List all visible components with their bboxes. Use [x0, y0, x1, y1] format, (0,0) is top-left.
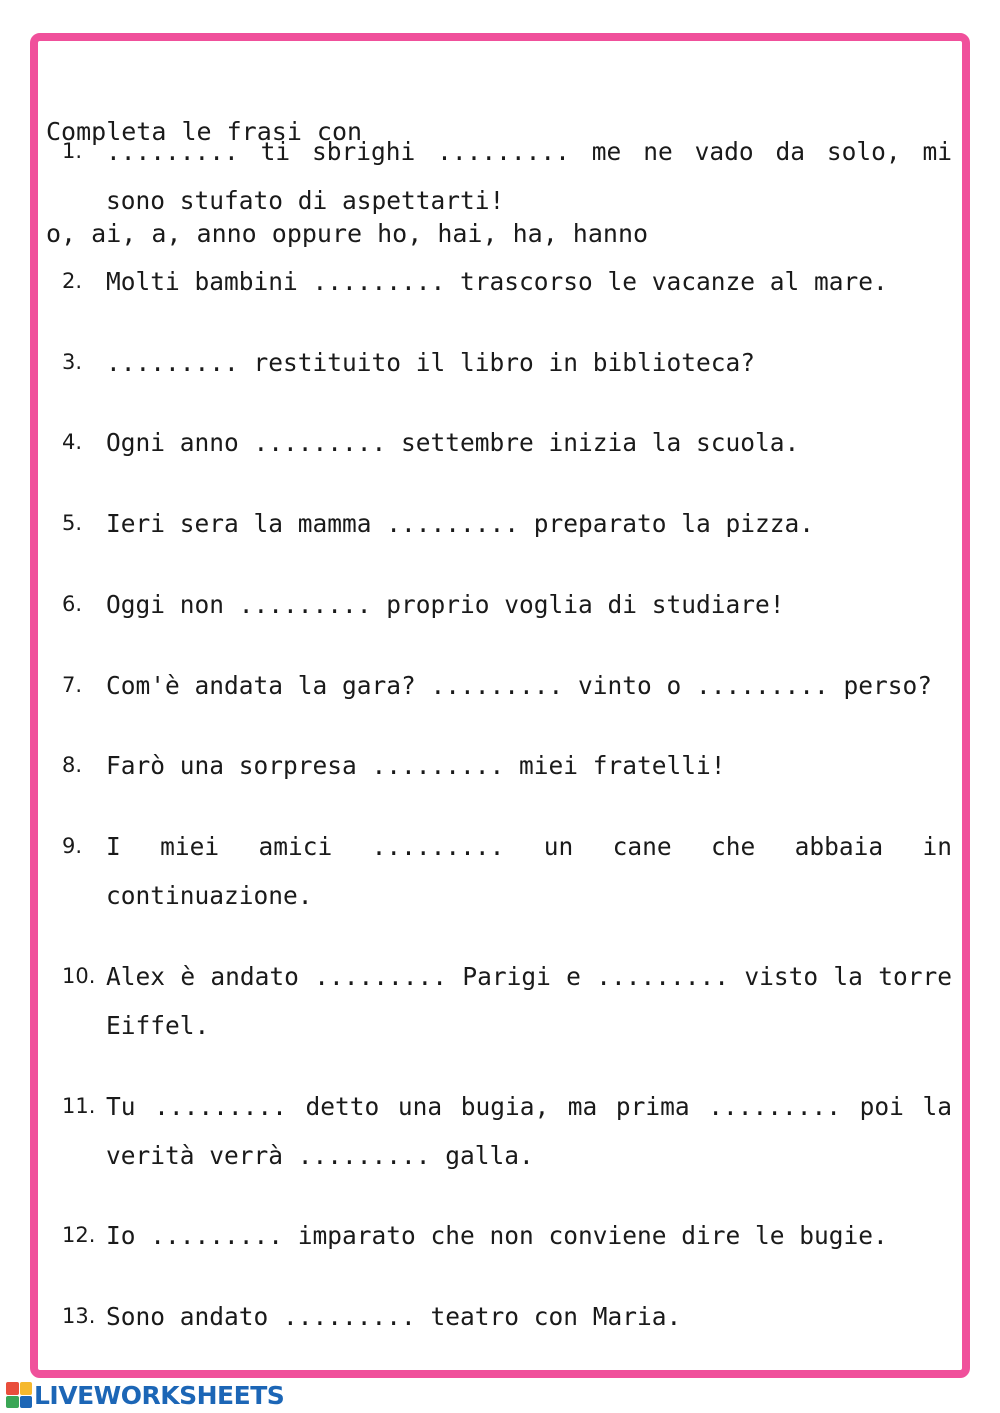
exercise-item-4: [62, 418, 952, 467]
item-text: Com'è andata la gara? ......... vinto o ......... perso?: [106, 671, 933, 700]
item-number: 7.: [62, 673, 83, 697]
exercise-item-10: [62, 952, 967, 1050]
exercise-item-9: [62, 822, 967, 920]
item-number: 9.: [62, 834, 83, 858]
item-text: Molti bambini ......... trascorso le vacanze al mare.: [106, 267, 888, 296]
item-text: Oggi non ......... proprio voglia di studiare!: [106, 590, 785, 619]
item-text: ......... restituito il libro in biblioteca?: [106, 348, 756, 377]
instructions-line-1: Completa le frasi con: [46, 117, 363, 146]
item-text: Farò una sorpresa ......... miei fratelli!: [106, 751, 726, 780]
item-number: 8.: [62, 753, 83, 777]
item-number: 2.: [62, 269, 83, 293]
item-number: 10.: [62, 964, 96, 988]
exercise-item-7: [62, 661, 952, 710]
item-number: 3.: [62, 350, 83, 374]
exercise-item-8: [62, 741, 952, 790]
item-number: 4.: [62, 430, 83, 454]
item-text: Tu ......... detto una bugia, ma prima ......... poi la verità verrà ......... galla.: [106, 1092, 967, 1170]
item-number: 11.: [62, 1094, 96, 1118]
item-text: Io ......... imparato che non conviene dire le bugie.: [106, 1221, 888, 1250]
exercise-item-13: [62, 1292, 952, 1341]
item-number: 12.: [62, 1223, 96, 1247]
item-text: Alex è andato ......... Parigi e ......... visto la torre Eiffel.: [106, 962, 967, 1040]
exercise-item-12: [62, 1211, 952, 1260]
exercise-item-6: [62, 580, 952, 629]
exercise-item-1: [62, 127, 967, 225]
item-number: 5.: [62, 511, 83, 535]
logo-text: LIVEWORKSHEETS: [34, 1380, 285, 1410]
exercise-item-3: [62, 338, 952, 387]
item-text: ......... ti sbrighi ......... me ne vado da solo, mi sono stufato di aspettarti!: [106, 137, 967, 215]
exercise-item-11: [62, 1082, 967, 1180]
item-text: Ogni anno ......... settembre inizia la scuola.: [106, 428, 800, 457]
exercise-item-2: [62, 257, 952, 306]
item-text: Ieri sera la mamma ......... preparato la pizza.: [106, 509, 815, 538]
item-text: I miei amici ......... un cane che abbaia in continuazione.: [106, 832, 967, 910]
exercise-item-5: [62, 499, 952, 548]
item-number: 6.: [62, 592, 83, 616]
item-number: 1.: [62, 139, 83, 163]
item-text: Sono andato ......... teatro con Maria.: [106, 1302, 682, 1331]
liveworksheets-logo[interactable]: [6, 1380, 284, 1410]
instructions-line-2: o, ai, a, anno oppure ho, hai, ha, hanno: [46, 219, 649, 248]
item-number: 13.: [62, 1304, 96, 1328]
liveworksheets-logo-icon: [6, 1382, 32, 1408]
